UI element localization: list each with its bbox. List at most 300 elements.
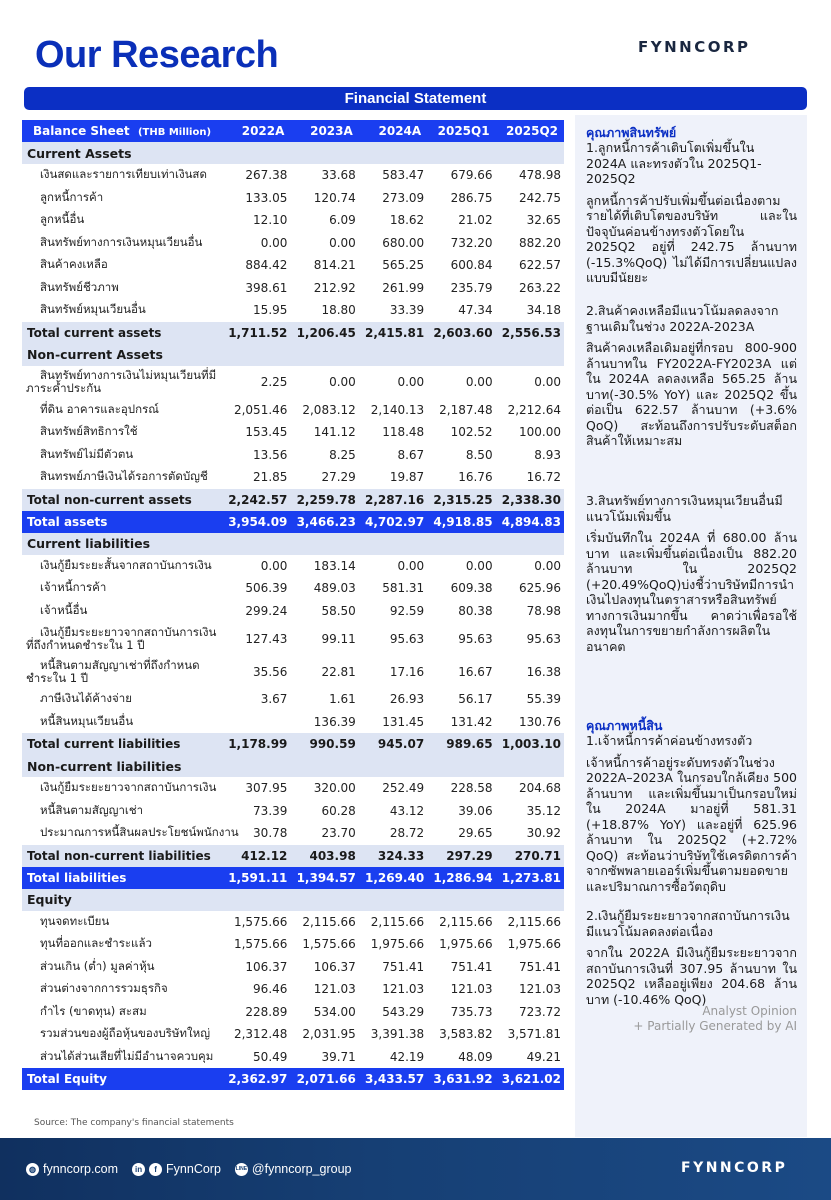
cell-2024A: 3,391.38 — [359, 1023, 427, 1046]
cell-2025Q2: 32.65 — [496, 209, 564, 232]
cell-2023A: 60.28 — [290, 800, 358, 823]
cell-2025Q2: 35.12 — [496, 800, 564, 823]
cell-2025Q1: 47.34 — [427, 299, 495, 322]
cell-2023A: 1,394.57 — [290, 867, 358, 889]
cell-2024A: 252.49 — [359, 777, 427, 800]
point-title: 3.สินทรัพย์ทางการเงินหมุนเวียนอื่นมีแนวโน้มเพิ่มขึ้น — [586, 493, 783, 524]
cell-2025Q1: 286.75 — [427, 187, 495, 210]
cell-2025Q1: 989.65 — [427, 733, 495, 755]
cell-2025Q2: 2,338.30 — [496, 489, 564, 511]
row-label: หนี้สินตามสัญญาเช่า — [22, 800, 222, 823]
cell-2024A: 33.39 — [359, 299, 427, 322]
cell-2024A: 121.03 — [359, 978, 427, 1001]
point-title: 1.ลูกหนี้การค้าเติบโตเพิ่มขึ้นใน 2024A และทรงตัวใน 2025Q1-2025Q2 — [586, 140, 762, 186]
cell-2024A: 583.47 — [359, 164, 427, 187]
cell-2023A: 320.00 — [290, 777, 358, 800]
table-row — [22, 421, 564, 444]
cell-2022A: 307.95 — [222, 777, 290, 800]
cell-2024A: 28.72 — [359, 822, 427, 845]
point-body: เจ้าหนี้การค้าอยู่ระดับทรงตัวในช่วง 2022A–2023A ในกรอบใกล้เคียง 500 ล้านบาท และเพิ่มขึ้นมาเป็นกรอบใหม่ใน 2024A มาอยู่ที่ 581.31 (+18.87% YoY) และอยู่ที่ 625.96 ล้านบาท ใน 2025Q2 (+2.72% QoQ) สะท้อนว่าบริษัทใช้เครดิตการค้าจากซัพพลายเออร์เพิ่มขึ้นตามยอดขายและปริมาณการซื้อวัตถุดิบ — [586, 754, 797, 894]
asset-point-3 — [586, 493, 797, 718]
cell-2022A: 267.38 — [222, 164, 290, 187]
cell-2025Q1: 102.52 — [427, 421, 495, 444]
row-label: สินทรัพย์หมุนเวียนอื่น — [22, 299, 222, 322]
cell-2025Q2: 30.92 — [496, 822, 564, 845]
cell-2023A: 99.11 — [290, 622, 358, 655]
cell-2023A: 18.80 — [290, 299, 358, 322]
cell-2025Q1: 29.65 — [427, 822, 495, 845]
cell-2025Q1: 751.41 — [427, 956, 495, 979]
cell-2025Q1: 0.00 — [427, 366, 495, 399]
cell-2022A: 398.61 — [222, 277, 290, 300]
table-row — [22, 1001, 564, 1024]
cell-2025Q1: 4,918.85 — [427, 511, 495, 533]
row-label: สินทรัพย์ไม่มีตัวตน — [22, 444, 222, 467]
point-body: ลูกหนี้การค้าปรับเพิ่มขึ้นต่อเนื่องตามรายได้ที่เติบโตของบริษัท และในปัจจุบันค่อนข้างทรงตัวโดยใน 2025Q2 อยู่ที่ 242.75 ล้านบาท (-15.3%QoQ) ไม่ได้มีการเปลี่ยนแปลงแบบมีนัยยะ — [586, 192, 797, 285]
cell-2023A: 489.03 — [290, 577, 358, 600]
cell-2024A: 273.09 — [359, 187, 427, 210]
cell-2023A: 2,083.12 — [290, 399, 358, 422]
cell-2023A: 814.21 — [290, 254, 358, 277]
row-label: Total Equity — [22, 1068, 222, 1090]
table-row — [22, 1023, 564, 1046]
cell-2024A: 261.99 — [359, 277, 427, 300]
table-row — [22, 655, 564, 688]
cell-2025Q2: 0.00 — [496, 366, 564, 399]
row-label: ส่วนเกิน (ต่ำ) มูลค่าหุ้น — [22, 956, 222, 979]
footer — [0, 1138, 831, 1200]
row-label: เงินกู้ยืมระยะยาวจากสถาบันการเงิน — [22, 777, 222, 800]
cell-2024A: 118.48 — [359, 421, 427, 444]
cell-2025Q2: 2,556.53 — [496, 322, 564, 344]
cell-2022A: 21.85 — [222, 466, 290, 489]
table-header-row — [22, 120, 564, 142]
table-row — [22, 622, 564, 655]
row-label: ส่วนได้ส่วนเสียที่ไม่มีอำนาจควบคุม — [22, 1046, 222, 1069]
cell-2025Q1: 2,115.66 — [427, 911, 495, 934]
table-row — [22, 299, 564, 322]
table-row — [22, 555, 564, 578]
analyst-note — [586, 1004, 797, 1034]
cell-2022A: 0.00 — [222, 555, 290, 578]
cell-2025Q1: 8.50 — [427, 444, 495, 467]
cell-2023A: 39.71 — [290, 1046, 358, 1069]
cell-2025Q1: 235.79 — [427, 277, 495, 300]
cell-2025Q2: 16.72 — [496, 466, 564, 489]
row-label: หนี้สินตามสัญญาเช่าที่ถึงกำหนดชำระใน 1 ปี — [22, 655, 222, 688]
section-row — [22, 889, 564, 911]
cell-2025Q1: 2,187.48 — [427, 399, 495, 422]
cell-2025Q1: 1,286.94 — [427, 867, 495, 889]
cell-2025Q1: 56.17 — [427, 688, 495, 711]
column-header: 2022A — [222, 120, 290, 142]
cell-2025Q1: 16.67 — [427, 655, 495, 688]
note-line-2: + Partially Generated by AI — [633, 1019, 797, 1033]
row-label: ส่วนต่างจากการรวมธุรกิจ — [22, 978, 222, 1001]
asset-point-2 — [586, 303, 797, 493]
cell-2024A: 324.33 — [359, 845, 427, 867]
cell-2023A: 22.81 — [290, 655, 358, 688]
cell-2025Q1: 732.20 — [427, 232, 495, 255]
table-row — [22, 254, 564, 277]
cell-2025Q2: 625.96 — [496, 577, 564, 600]
row-label: Total current liabilities — [22, 733, 222, 755]
cell-2024A: 42.19 — [359, 1046, 427, 1069]
cell-2025Q1: 131.42 — [427, 711, 495, 734]
column-header: 2023A — [290, 120, 358, 142]
row-label: Total non-current liabilities — [22, 845, 222, 867]
cell-2025Q1: 48.09 — [427, 1046, 495, 1069]
cell-2022A: 299.24 — [222, 600, 290, 623]
table-header-label — [22, 120, 222, 142]
table-row — [22, 277, 564, 300]
cell-2024A: 2,140.13 — [359, 399, 427, 422]
section-row — [22, 344, 564, 366]
cell-2025Q2: 4,894.83 — [496, 511, 564, 533]
subtotal-row — [22, 489, 564, 511]
cell-2022A: 73.39 — [222, 800, 290, 823]
row-label: Current liabilities — [22, 533, 564, 555]
cell-2023A: 212.92 — [290, 277, 358, 300]
total-row — [22, 511, 564, 533]
cell-2024A: 26.93 — [359, 688, 427, 711]
cell-2024A: 95.63 — [359, 622, 427, 655]
cell-2025Q2: 2,115.66 — [496, 911, 564, 934]
cell-2022A: 0.00 — [222, 232, 290, 255]
row-label: สินทรัพย์สิทธิการใช้ — [22, 421, 222, 444]
page-title: Our Research — [35, 34, 279, 76]
cell-2025Q2: 16.38 — [496, 655, 564, 688]
footer-logo: FYNNCORP — [681, 1160, 788, 1176]
cell-2024A: 131.45 — [359, 711, 427, 734]
facebook-icon[interactable]: f — [149, 1163, 162, 1176]
cell-2025Q1: 679.66 — [427, 164, 495, 187]
table-row — [22, 209, 564, 232]
website-link[interactable]: fynncorp.com — [43, 1162, 119, 1176]
row-label: ที่ดิน อาคารและอุปกรณ์ — [22, 399, 222, 422]
cell-2025Q2: 2,212.64 — [496, 399, 564, 422]
section-row — [22, 533, 564, 555]
table-row — [22, 688, 564, 711]
row-label: Equity — [22, 889, 564, 911]
cell-2025Q2: 34.18 — [496, 299, 564, 322]
cell-2022A: 3,954.09 — [222, 511, 290, 533]
total-row — [22, 1068, 564, 1090]
cell-2023A: 2,259.78 — [290, 489, 358, 511]
row-label: Total current assets — [22, 322, 222, 344]
cell-2022A: 228.89 — [222, 1001, 290, 1024]
cell-2024A: 92.59 — [359, 600, 427, 623]
cell-2022A: 1,575.66 — [222, 933, 290, 956]
cell-2023A: 8.25 — [290, 444, 358, 467]
point-title: 2.สินค้าคงเหลือมีแนวโน้มลดลงจากฐานเดิมในช่วง 2022A-2023A — [586, 303, 779, 334]
cell-2023A: 1,206.45 — [290, 322, 358, 344]
cell-2025Q2: 3,621.02 — [496, 1068, 564, 1090]
cell-2023A: 27.29 — [290, 466, 358, 489]
cell-2023A: 3,466.23 — [290, 511, 358, 533]
cell-2025Q2: 622.57 — [496, 254, 564, 277]
cell-2025Q2: 1,975.66 — [496, 933, 564, 956]
cell-2023A: 2,071.66 — [290, 1068, 358, 1090]
row-label: ประมาณการหนี้สินผลประโยชน์พนักงาน — [22, 822, 222, 845]
row-label: เงินกู้ยืมระยะสั้นจากสถาบันการเงิน — [22, 555, 222, 578]
asset-quality-heading: คุณภาพสินทรัพย์ — [586, 125, 677, 140]
cell-2025Q2: 751.41 — [496, 956, 564, 979]
row-label: ลูกหนี้อื่น — [22, 209, 222, 232]
cell-2024A: 565.25 — [359, 254, 427, 277]
column-header: 2025Q2 — [496, 120, 564, 142]
column-header: 2025Q1 — [427, 120, 495, 142]
section-row — [22, 755, 564, 777]
cell-2025Q2: 263.22 — [496, 277, 564, 300]
table-row — [22, 466, 564, 489]
cell-2024A: 680.00 — [359, 232, 427, 255]
cell-2022A: 12.10 — [222, 209, 290, 232]
cell-2023A: 120.74 — [290, 187, 358, 210]
table-row — [22, 777, 564, 800]
cell-2022A: 1,178.99 — [222, 733, 290, 755]
table-row — [22, 444, 564, 467]
cell-2024A: 8.67 — [359, 444, 427, 467]
cell-2022A: 506.39 — [222, 577, 290, 600]
cell-2022A: 412.12 — [222, 845, 290, 867]
cell-2024A: 1,269.40 — [359, 867, 427, 889]
total-row — [22, 867, 564, 889]
row-label: เงินสดและรายการเทียบเท่าเงินสด — [22, 164, 222, 187]
cell-2025Q1: 80.38 — [427, 600, 495, 623]
line-icon[interactable]: LINE — [235, 1163, 248, 1176]
cell-2023A: 403.98 — [290, 845, 358, 867]
point-body: สินค้าคงเหลือเดิมอยู่ที่กรอบ 800-900 ล้านบาทใน FY2022A-FY2023A แต่ใน 2024A ลดลงเหลือ 565.25 ล้านบาท(-30.5% YoY) และ 2025Q2 ขึ้นต่อเป็น 622.57 ล้านบาท (+3.6% QoQ) สะท้อนถึงการปรับระดับสต็อกสินค้าให้เหมาะสม — [586, 340, 797, 448]
row-label: Total assets — [22, 511, 222, 533]
cell-2025Q2: 1,273.81 — [496, 867, 564, 889]
cell-2025Q2: 78.98 — [496, 600, 564, 623]
cell-2023A: 0.00 — [290, 366, 358, 399]
table-row — [22, 187, 564, 210]
header-label-text: Balance Sheet — [32, 124, 130, 138]
cell-2025Q1: 1,975.66 — [427, 933, 495, 956]
cell-2025Q2: 100.00 — [496, 421, 564, 444]
cell-2022A: 96.46 — [222, 978, 290, 1001]
cell-2022A: 106.37 — [222, 956, 290, 979]
table-row — [22, 366, 564, 399]
cell-2024A: 19.87 — [359, 466, 427, 489]
cell-2022A: 2,362.97 — [222, 1068, 290, 1090]
column-header: 2024A — [359, 120, 427, 142]
cell-2025Q1: 2,603.60 — [427, 322, 495, 344]
cell-2023A: 534.00 — [290, 1001, 358, 1024]
row-label: สินทรัพย์ทางการเงินไม่หมุนเวียนที่มีภาระค้ำประกัน — [22, 366, 222, 399]
line-link[interactable]: @fynncorp_group — [251, 1162, 352, 1176]
cell-2023A: 0.00 — [290, 232, 358, 255]
cell-2024A: 0.00 — [359, 555, 427, 578]
cell-2025Q2: 130.76 — [496, 711, 564, 734]
row-label: กำไร (ขาดทุน) สะสม — [22, 1001, 222, 1024]
cell-2022A: 3.67 — [222, 688, 290, 711]
liability-quality-heading: คุณภาพหนี้สิน — [586, 718, 663, 733]
analysis-sidebar — [575, 115, 807, 1137]
row-label: ภาษีเงินได้ค้างจ่าย — [22, 688, 222, 711]
asset-point-1 — [586, 125, 797, 303]
cell-2022A: 2,051.46 — [222, 399, 290, 422]
cell-2023A: 183.14 — [290, 555, 358, 578]
balance-sheet-table-container — [22, 120, 564, 1090]
table-row — [22, 164, 564, 187]
table-row — [22, 711, 564, 734]
table-row — [22, 577, 564, 600]
cell-2022A: 30.78 — [222, 822, 290, 845]
cell-2023A: 141.12 — [290, 421, 358, 444]
cell-2025Q1: 21.02 — [427, 209, 495, 232]
cell-2023A: 121.03 — [290, 978, 358, 1001]
cell-2025Q1: 228.58 — [427, 777, 495, 800]
row-label: Total non-current assets — [22, 489, 222, 511]
table-row — [22, 978, 564, 1001]
row-label: Non-current Assets — [22, 344, 564, 366]
cell-2025Q2: 121.03 — [496, 978, 564, 1001]
table-row — [22, 232, 564, 255]
cell-2025Q2: 242.75 — [496, 187, 564, 210]
cell-2022A: 2,312.48 — [222, 1023, 290, 1046]
cell-2025Q2: 723.72 — [496, 1001, 564, 1024]
liability-point-1 — [586, 718, 797, 908]
cell-2022A: 13.56 — [222, 444, 290, 467]
point-title: 1.เจ้าหนี้การค้าค่อนข้างทรงตัว — [586, 733, 753, 748]
cell-2024A: 4,702.97 — [359, 511, 427, 533]
cell-2023A: 1,575.66 — [290, 933, 358, 956]
cell-2025Q1: 600.84 — [427, 254, 495, 277]
row-label: เงินกู้ยืมระยะยาวจากสถาบันการเงินที่ถึงกำหนดชำระใน 1 ปี — [22, 622, 222, 655]
cell-2024A: 945.07 — [359, 733, 427, 755]
row-label: ทุนที่ออกและชำระแล้ว — [22, 933, 222, 956]
cell-2025Q2: 95.63 — [496, 622, 564, 655]
cell-2025Q2: 8.93 — [496, 444, 564, 467]
cell-2022A: 884.42 — [222, 254, 290, 277]
table-row — [22, 399, 564, 422]
section-row — [22, 142, 564, 164]
point-body: จากใน 2022A มีเงินกู้ยืมระยะยาวจากสถาบันการเงินที่ 307.95 ล้านบาท ใน 2025Q2 เหลืออยู่เพียง 204.68 ล้านบาท (-10.46% QoQ) — [586, 945, 797, 1007]
cell-2025Q2: 1,003.10 — [496, 733, 564, 755]
row-label: Non-current liabilities — [22, 755, 564, 777]
linkedin-icon[interactable]: in — [132, 1163, 145, 1176]
footer-links — [26, 1162, 351, 1176]
cell-2025Q1: 16.76 — [427, 466, 495, 489]
liability-point-2 — [586, 908, 797, 1007]
cell-2024A: 0.00 — [359, 366, 427, 399]
cell-2025Q1: 95.63 — [427, 622, 495, 655]
cell-2025Q2: 49.21 — [496, 1046, 564, 1069]
cell-2025Q2: 882.20 — [496, 232, 564, 255]
table-row — [22, 1046, 564, 1069]
cell-2024A: 2,415.81 — [359, 322, 427, 344]
row-label: เจ้าหนี้อื่น — [22, 600, 222, 623]
row-label: ลูกหนี้การค้า — [22, 187, 222, 210]
cell-2023A: 106.37 — [290, 956, 358, 979]
cell-2022A — [222, 711, 290, 734]
cell-2024A: 1,975.66 — [359, 933, 427, 956]
table-row — [22, 600, 564, 623]
cell-2023A: 2,115.66 — [290, 911, 358, 934]
row-label: สินค้าคงเหลือ — [22, 254, 222, 277]
cell-2025Q1: 2,315.25 — [427, 489, 495, 511]
cell-2025Q1: 0.00 — [427, 555, 495, 578]
point-body: เริ่มบันทึกใน 2024A ที่ 680.00 ล้านบาท และเพิ่มขึ้นต่อเนื่องเป็น 882.20 ล้านบาท ใน 2025Q2 (+20.49%QoQ)บ่งชี้ว่าบริษัทมีการนำเงินไปลงทุนในตราสารหรือสินทรัพย์ทางการเงินมากขึ้น คาดว่าเพื่อรอใช้ลงทุนในการขยายกำลังการผลิตในอนาคต — [586, 530, 797, 654]
row-label: รวมส่วนของผู้ถือหุ้นของบริษัทใหญ่ — [22, 1023, 222, 1046]
cell-2025Q1: 3,583.82 — [427, 1023, 495, 1046]
table-row — [22, 911, 564, 934]
globe-icon: ◍ — [26, 1163, 39, 1176]
cell-2023A: 23.70 — [290, 822, 358, 845]
source-note: Source: The company's financial statements — [34, 1118, 234, 1128]
cell-2022A: 1,711.52 — [222, 322, 290, 344]
table-row — [22, 933, 564, 956]
brand-logo: FYNNCORP — [638, 38, 751, 56]
table-row — [22, 800, 564, 823]
cell-2025Q2: 270.71 — [496, 845, 564, 867]
subtotal-row — [22, 733, 564, 755]
cell-2023A: 58.50 — [290, 600, 358, 623]
table-row — [22, 822, 564, 845]
cell-2023A: 136.39 — [290, 711, 358, 734]
note-line-1: Analyst Opinion — [702, 1004, 797, 1018]
cell-2025Q2: 3,571.81 — [496, 1023, 564, 1046]
cell-2022A: 15.95 — [222, 299, 290, 322]
subtotal-row — [22, 845, 564, 867]
cell-2025Q1: 121.03 — [427, 978, 495, 1001]
cell-2024A: 543.29 — [359, 1001, 427, 1024]
facebook-link[interactable]: FynnCorp — [166, 1162, 221, 1176]
row-label: Total liabilities — [22, 867, 222, 889]
row-label: สินทรัพย์ทางการเงินหมุนเวียนอื่น — [22, 232, 222, 255]
cell-2024A: 2,287.16 — [359, 489, 427, 511]
cell-2023A: 2,031.95 — [290, 1023, 358, 1046]
section-banner: Financial Statement — [24, 87, 807, 110]
cell-2025Q2: 55.39 — [496, 688, 564, 711]
row-label: หนี้สินหมุนเวียนอื่น — [22, 711, 222, 734]
cell-2022A: 1,591.11 — [222, 867, 290, 889]
cell-2022A: 127.43 — [222, 622, 290, 655]
header-unit-text: (THB Million) — [137, 127, 212, 138]
table-row — [22, 956, 564, 979]
cell-2024A: 2,115.66 — [359, 911, 427, 934]
cell-2024A: 17.16 — [359, 655, 427, 688]
cell-2022A: 133.05 — [222, 187, 290, 210]
cell-2025Q1: 297.29 — [427, 845, 495, 867]
cell-2025Q1: 609.38 — [427, 577, 495, 600]
cell-2024A: 581.31 — [359, 577, 427, 600]
row-label: Current Assets — [22, 142, 564, 164]
cell-2024A: 43.12 — [359, 800, 427, 823]
cell-2022A: 50.49 — [222, 1046, 290, 1069]
cell-2022A: 2,242.57 — [222, 489, 290, 511]
cell-2025Q1: 39.06 — [427, 800, 495, 823]
row-label: สินทรพย์ภาษีเงินได้รอการตัดบัญชี — [22, 466, 222, 489]
row-label: ทุนจดทะเบียน — [22, 911, 222, 934]
cell-2025Q1: 3,631.92 — [427, 1068, 495, 1090]
cell-2025Q2: 204.68 — [496, 777, 564, 800]
cell-2022A: 1,575.66 — [222, 911, 290, 934]
cell-2025Q2: 0.00 — [496, 555, 564, 578]
subtotal-row — [22, 322, 564, 344]
balance-sheet-table — [22, 120, 564, 1090]
cell-2023A: 6.09 — [290, 209, 358, 232]
point-title: 2.เงินกู้ยืมระยะยาวจากสถาบันการเงินมีแนวโน้มลดลงต่อเนื่อง — [586, 908, 790, 939]
cell-2023A: 990.59 — [290, 733, 358, 755]
cell-2022A: 2.25 — [222, 366, 290, 399]
cell-2023A: 33.68 — [290, 164, 358, 187]
cell-2025Q1: 735.73 — [427, 1001, 495, 1024]
row-label: เจ้าหนี้การค้า — [22, 577, 222, 600]
